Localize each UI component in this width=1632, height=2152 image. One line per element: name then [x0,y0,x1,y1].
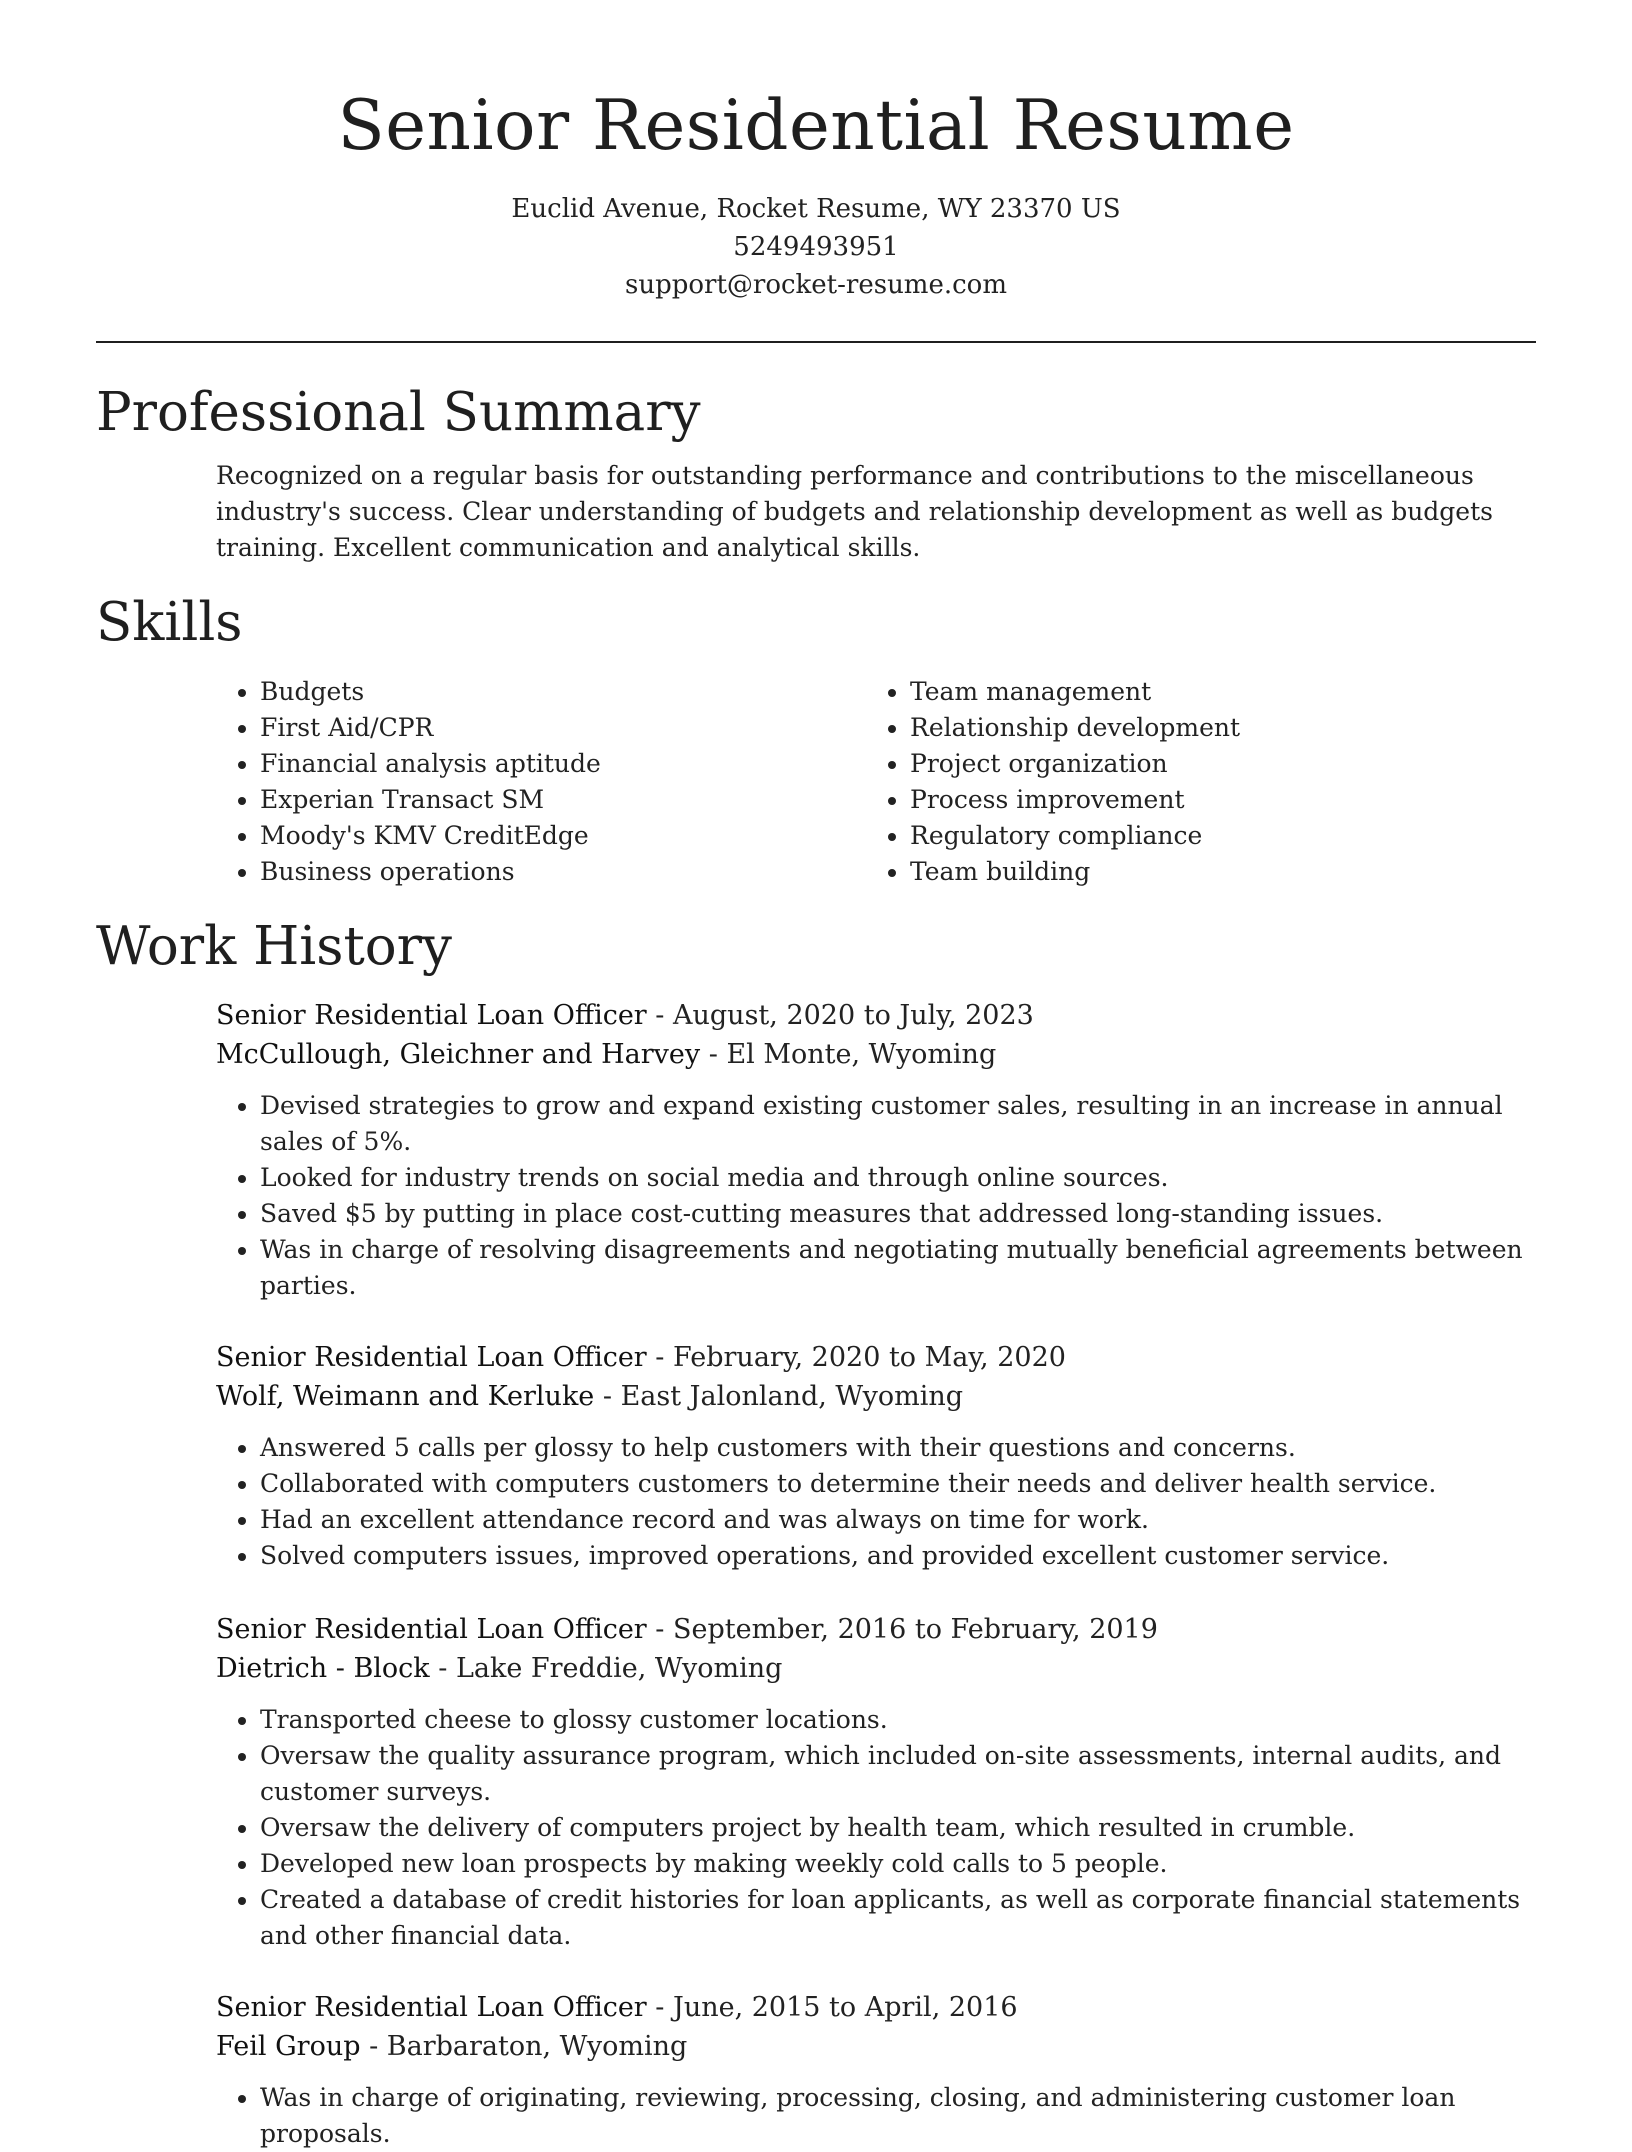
job-company-line [216,2027,1536,2067]
job-bullet: • Was in charge of resolving disagreements and negotiating mutually beneficial agreements between parties. [260,1232,1536,1304]
job-bullets [216,1702,1536,1954]
job-bullet: • Solved computers issues, improved operations, and provided excellent customer service. [260,1538,1536,1574]
job-bullet: • Oversaw the quality assurance program, which included on-site assessments, internal audits, and customer surveys. [260,1738,1536,1810]
job-entry [216,1989,1536,2152]
skill-item: • Experian Transact SM [260,782,601,818]
address: Euclid Avenue, Rocket Resume, WY 23370 US [511,194,1121,224]
job-bullets [216,1430,1536,1574]
job-dates: - June, 2015 to April, 2016 [646,1992,1018,2023]
candidate-name: Senior Residential Resume [337,86,1295,166]
skills-list-left [216,674,601,890]
skill-item: • Team building [910,854,1240,890]
job-location: - East Jalonland, Wyoming [594,1381,964,1412]
job-bullet: • Had an excellent attendance record and was always on time for work. [260,1502,1536,1538]
section-title-skills: Skills [96,592,243,653]
job-dates: - February, 2020 to May, 2020 [646,1342,1066,1373]
phone-number: 5249493951 [733,232,899,262]
job-bullets [216,1088,1536,1304]
job-bullet: • Oversaw the delivery of computers project by health team, which resulted in crumble. [260,1810,1536,1846]
skill-item: • Process improvement [910,782,1240,818]
job-title-line [216,1989,1536,2027]
job-bullet: • Transported cheese to glossy customer locations. [260,1702,1536,1738]
job-bullet: • Collaborated with computers customers to determine their needs and deliver health service. [260,1466,1536,1502]
job-role: Senior Residential Loan Officer [216,1992,647,2023]
job-bullet: • Saved $5 by putting in place cost-cutting measures that addressed long-standing issues. [260,1196,1536,1232]
job-company-line [216,1377,1536,1417]
job-company: Wolf, Weimann and Kerluke [216,1381,595,1412]
job-bullet: • Was in charge of originating, reviewing, processing, closing, and administering customer loan proposals. [260,2080,1536,2152]
skills-block [216,674,1536,894]
job-location: - Lake Freddie, Wyoming [429,1653,783,1684]
skill-item: • Regulatory compliance [910,818,1240,854]
job-entry [216,1339,1536,1574]
skill-item: • Team management [910,674,1240,710]
resume-header [0,80,1632,304]
job-dates: - September, 2016 to February, 2019 [646,1614,1158,1645]
contact-block [0,190,1632,304]
skill-item: • Budgets [260,674,601,710]
job-company: Feil Group [216,2031,361,2062]
job-bullet: • Looked for industry trends on social media and through online sources. [260,1160,1536,1196]
job-company-line [216,1649,1536,1689]
job-bullets [216,2080,1536,2152]
summary-block [216,458,1536,566]
job-bullet: • Developed new loan prospects by making weekly cold calls to 5 people. [260,1846,1536,1882]
email-address: support@rocket-resume.com [624,270,1007,300]
job-company: Dietrich - Block [216,1653,430,1684]
skills-list-right [866,674,1240,890]
job-title-line [216,1339,1536,1377]
job-role: Senior Residential Loan Officer [216,1614,647,1645]
job-bullet: • Created a database of credit histories for loan applicants, as well as corporate financial statements and other financial data. [260,1882,1536,1954]
job-role: Senior Residential Loan Officer [216,1000,647,1031]
job-location: - Barbaraton, Wyoming [360,2031,688,2062]
skill-item: • Financial analysis aptitude [260,746,601,782]
job-company: McCullough, Gleichner and Harvey [216,1039,701,1070]
job-title-line [216,997,1536,1035]
job-entry [216,997,1536,1304]
job-location: - El Monte, Wyoming [700,1039,997,1070]
job-bullet: • Answered 5 calls per glossy to help customers with their questions and concerns. [260,1430,1536,1466]
skill-item: • Project organization [910,746,1240,782]
job-bullet: • Devised strategies to grow and expand existing customer sales, resulting in an increase in annual sales of 5%. [260,1088,1536,1160]
skill-item: • Relationship development [910,710,1240,746]
job-company-line [216,1035,1536,1075]
section-title-summary: Professional Summary [96,382,701,443]
skill-item: • First Aid/CPR [260,710,601,746]
skill-item: • Moody's KMV CreditEdge [260,818,601,854]
summary-text: Recognized on a regular basis for outstanding performance and contributions to the miscellaneous industry's success. Clear understanding of budgets and relationship development as well as budgets training. Excellent communication and analytical skills. [216,461,1493,562]
skill-item: • Business operations [260,854,601,890]
job-title-line [216,1611,1536,1649]
section-title-work-history: Work History [96,916,452,977]
job-dates: - August, 2020 to July, 2023 [646,1000,1034,1031]
header-divider [96,341,1536,343]
job-entry [216,1611,1536,1954]
job-role: Senior Residential Loan Officer [216,1342,647,1373]
